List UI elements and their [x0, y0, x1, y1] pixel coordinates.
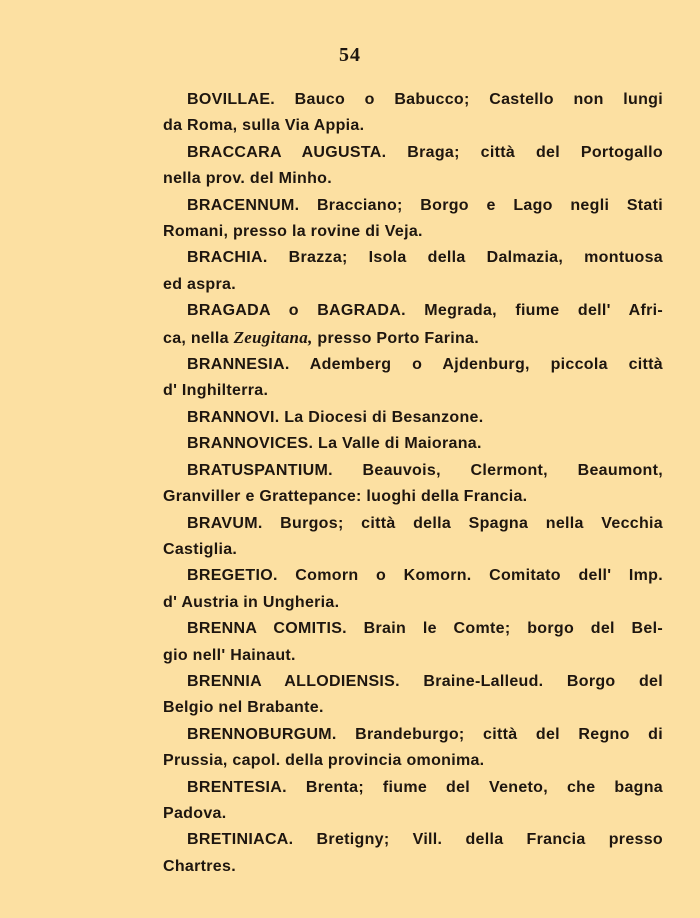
- entry-continuation-line: ed aspra.: [163, 275, 236, 293]
- entry-first-line: BRETINIACA. Bretigny; Vill. della Francia presso: [187, 831, 663, 849]
- entry-first-line: BOVILLAE. Bauco o Babucco; Castello non lungi: [187, 91, 663, 108]
- entry-first-line: BRACCARA AUGUSTA. Braga; città del Portogallo: [187, 143, 663, 161]
- entry-brennoburgum: [163, 722, 663, 775]
- entry-brannesia: [163, 352, 663, 405]
- entry-first-line: BREGETIO. Comorn o Komorn. Comitato dell' Imp.: [187, 567, 663, 585]
- entry-brenna-comitis: [163, 616, 663, 669]
- entry-continuation-line: Granviller e Grattepance: luoghi della Francia.: [163, 488, 528, 506]
- entry-first-line: BRATUSPANTIUM. Beauvois, Clermont, Beaumont,: [187, 461, 663, 479]
- dictionary-entries: [163, 87, 663, 880]
- entry-bovillae: [163, 87, 663, 140]
- entry-first-line: BRACENNUM. Bracciano; Borgo e Lago negli Stati: [187, 196, 663, 214]
- entry-bravum: [163, 511, 663, 564]
- entry-braccara-augusta: [163, 140, 663, 193]
- entry-text: ca, nella: [163, 329, 234, 347]
- entry-first-line: BRENNIA ALLODIENSIS. Braine-Lalleud. Borgo del: [187, 672, 663, 690]
- entry-brachia: [163, 245, 663, 298]
- entry-continuation-line: Castiglia.: [163, 540, 238, 558]
- entry-continuation-line: Romani, presso la rovine di Veja.: [163, 223, 423, 241]
- entry-first-line: BRANNOVICES. La Valle di Maiorana.: [187, 435, 482, 453]
- entry-continuation-line: d' Inghilterra.: [163, 382, 269, 400]
- entry-brentesia: [163, 775, 663, 828]
- entry-brennia-allodiensis: [163, 669, 663, 722]
- entry-continuation-line: gio nell' Hainaut.: [163, 646, 296, 664]
- entry-text: presso Porto Farina.: [312, 329, 479, 347]
- entry-continuation-line: da Roma, sulla Via Appia.: [163, 117, 365, 135]
- entry-continuation-line: nella prov. del Minho.: [163, 170, 332, 188]
- entry-continuation-line: Prussia, capol. della provincia omonima.: [163, 752, 485, 770]
- entry-first-line: BRAVUM. Burgos; città della Spagna nella Vecchia: [187, 514, 663, 532]
- italic-place-name: Zeugitana,: [233, 327, 313, 347]
- entry-continuation-line: Belgio nel Brabante.: [163, 699, 324, 717]
- page-number: 54: [339, 44, 361, 66]
- entry-first-line: BRACHIA. Brazza; Isola della Dalmazia, montuosa: [187, 249, 663, 267]
- entry-bratuspantium: [163, 458, 663, 511]
- entry-first-line: BRENTESIA. Brenta; fiume del Veneto, che bagna: [187, 778, 663, 796]
- entry-bregetio: [163, 563, 663, 616]
- entry-first-line: BRENNOBURGUM. Brandeburgo; città del Regno di: [187, 725, 663, 743]
- entry-bretiniaca: [163, 827, 663, 880]
- entry-continuation-line: d' Austria in Ungheria.: [163, 593, 340, 611]
- entry-brannovi: [163, 405, 663, 431]
- entry-continuation-line: Padova.: [163, 804, 227, 822]
- entry-bragada: [163, 298, 663, 352]
- entry-bracennum: [163, 193, 663, 246]
- entry-first-line: BRAGADA o BAGRADA. Megrada, fiume dell' Afri-: [187, 302, 663, 320]
- entry-first-line: BRANNOVI. La Diocesi di Besanzone.: [187, 408, 484, 426]
- entry-continuation-line: Chartres.: [163, 857, 236, 875]
- entry-first-line: BRANNESIA. Ademberg o Ajdenburg, piccola città: [187, 356, 663, 374]
- entry-first-line: BRENNA COMITIS. Brain le Comte; borgo del Bel-: [187, 620, 663, 638]
- entry-brannovices: [163, 431, 663, 457]
- entry-continuation-line: [163, 325, 663, 352]
